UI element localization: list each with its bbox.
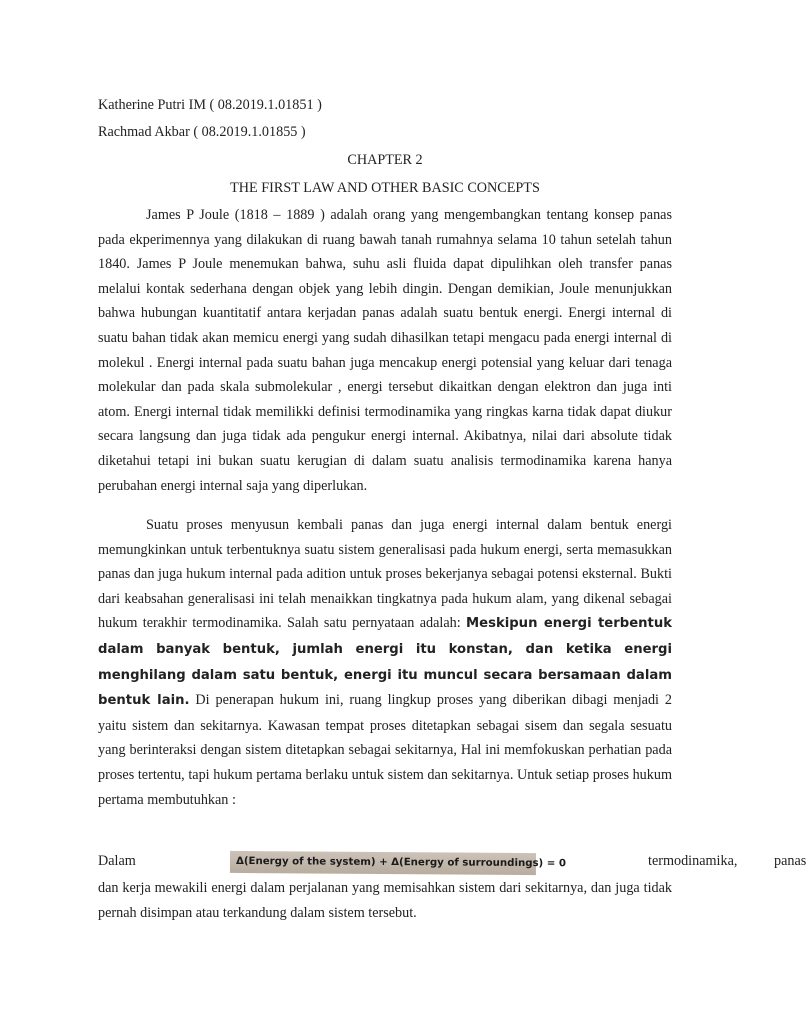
- paragraph-3: dan kerja mewakili energi dalam perjalanan yang memisahkan sistem dari sekitarnya, dan juga tidak pernah disimpan atau terkandung dalam sistem tersebut.: [98, 880, 672, 921]
- equation-image: Δ(Energy of the system) + Δ(Energy of surroundings) = 0: [230, 851, 536, 875]
- equation-line: [98, 852, 806, 876]
- equation-word-before: Dalam: [98, 853, 136, 869]
- paragraph-2-bold-statement: Meskipun energi terbentuk dalam banyak bentuk, jumlah energi itu konstan, dan ketika energi menghilang dalam satu bentuk, energi itu muncul secara bersamaan dalam bentuk lain.: [98, 616, 672, 709]
- paragraph-2-text-a: Suatu proses menyusun kembali panas dan juga energi internal dalam bentuk energi memungkinkan untuk terbentuknya suatu sistem generalisasi pada hukum energi, serta memasukkan panas dan juga hukum internal pada adition untuk proses bekerjanya sebagai potensi eksternal. Bukti dari keabsahan generalisasi ini telah menaikkan tingkatnya pada hukum alam, yang dikenal sebagai hukum terakhir termodinamika. Salah satu pernyataan adalah:: [98, 517, 672, 632]
- paragraph-2: [98, 513, 672, 812]
- chapter-heading: CHAPTER 2: [347, 152, 423, 168]
- paragraph-1-text: James P Joule (1818 – 1889 ) adalah orang yang mengembangkan tentang konsep panas pada ekperimennya yang dilakukan di ruang bawah tanah rumahnya selama 10 tahun setelah tahun 1840. James P Joule menemukan bahwa, suhu asli fluida dapat dipulihkan oleh transfer panas melalui kontak sederhana dengan objek yang lebih dingin. Dengan demikian, Joule menunjukkan bahwa hubungan kuantitatif antara kerjadan panas adalah suatu bentuk energi. Energi internal di suatu bahan tidak akan memicu energi yang sudah dihasilkan tetapi mengacu pada energi internal di molekul . Energi internal pada suatu bahan juga mencakup energi potensial yang keluar dari tenaga molekular dan pada skala submolekular , energi tersebut dikaitkan dengan elektron dan juga inti atom. Energi internal tidak memilikki definisi termodinamika yang ringkas karna tidak dapat diukur secara langsung dan juga tidak ada pengukur energi internal. Akibatnya, nilai dari absolute tidak diketahui tetapi ini bukan suatu kerugian di dalam suatu analisis termodinamika karena hanya perubahan energi internal saja yang diperlukan.: [98, 207, 672, 494]
- equation-word-after-1: termodinamika,: [648, 853, 738, 869]
- paragraph-2-text-b: Di penerapan hukum ini, ruang lingkup proses yang diberikan dibagi menjadi 2 yaitu sistem dan sekitarnya. Kawasan tempat proses ditetapkan sebagai sisem dan segala sesuatu yang berinteraksi dengan sistem ditetapkan sebagai sekitarnya, Hal ini memfokuskan perhatian pada proses tertentu, tapi hukum pertama berlaku untuk sistem dan sekitarnya. Untuk setiap proses hukum pertama membutuhkan :: [98, 692, 672, 808]
- chapter-title: THE FIRST LAW AND OTHER BASIC CONCEPTS: [230, 180, 540, 196]
- author-line-1: Katherine Putri IM ( 08.2019.1.01851 ): [98, 97, 322, 113]
- author-line-2: Rachmad Akbar ( 08.2019.1.01855 ): [98, 124, 306, 140]
- paragraph-1: [98, 203, 672, 498]
- equation-word-after-2: panas: [774, 853, 806, 869]
